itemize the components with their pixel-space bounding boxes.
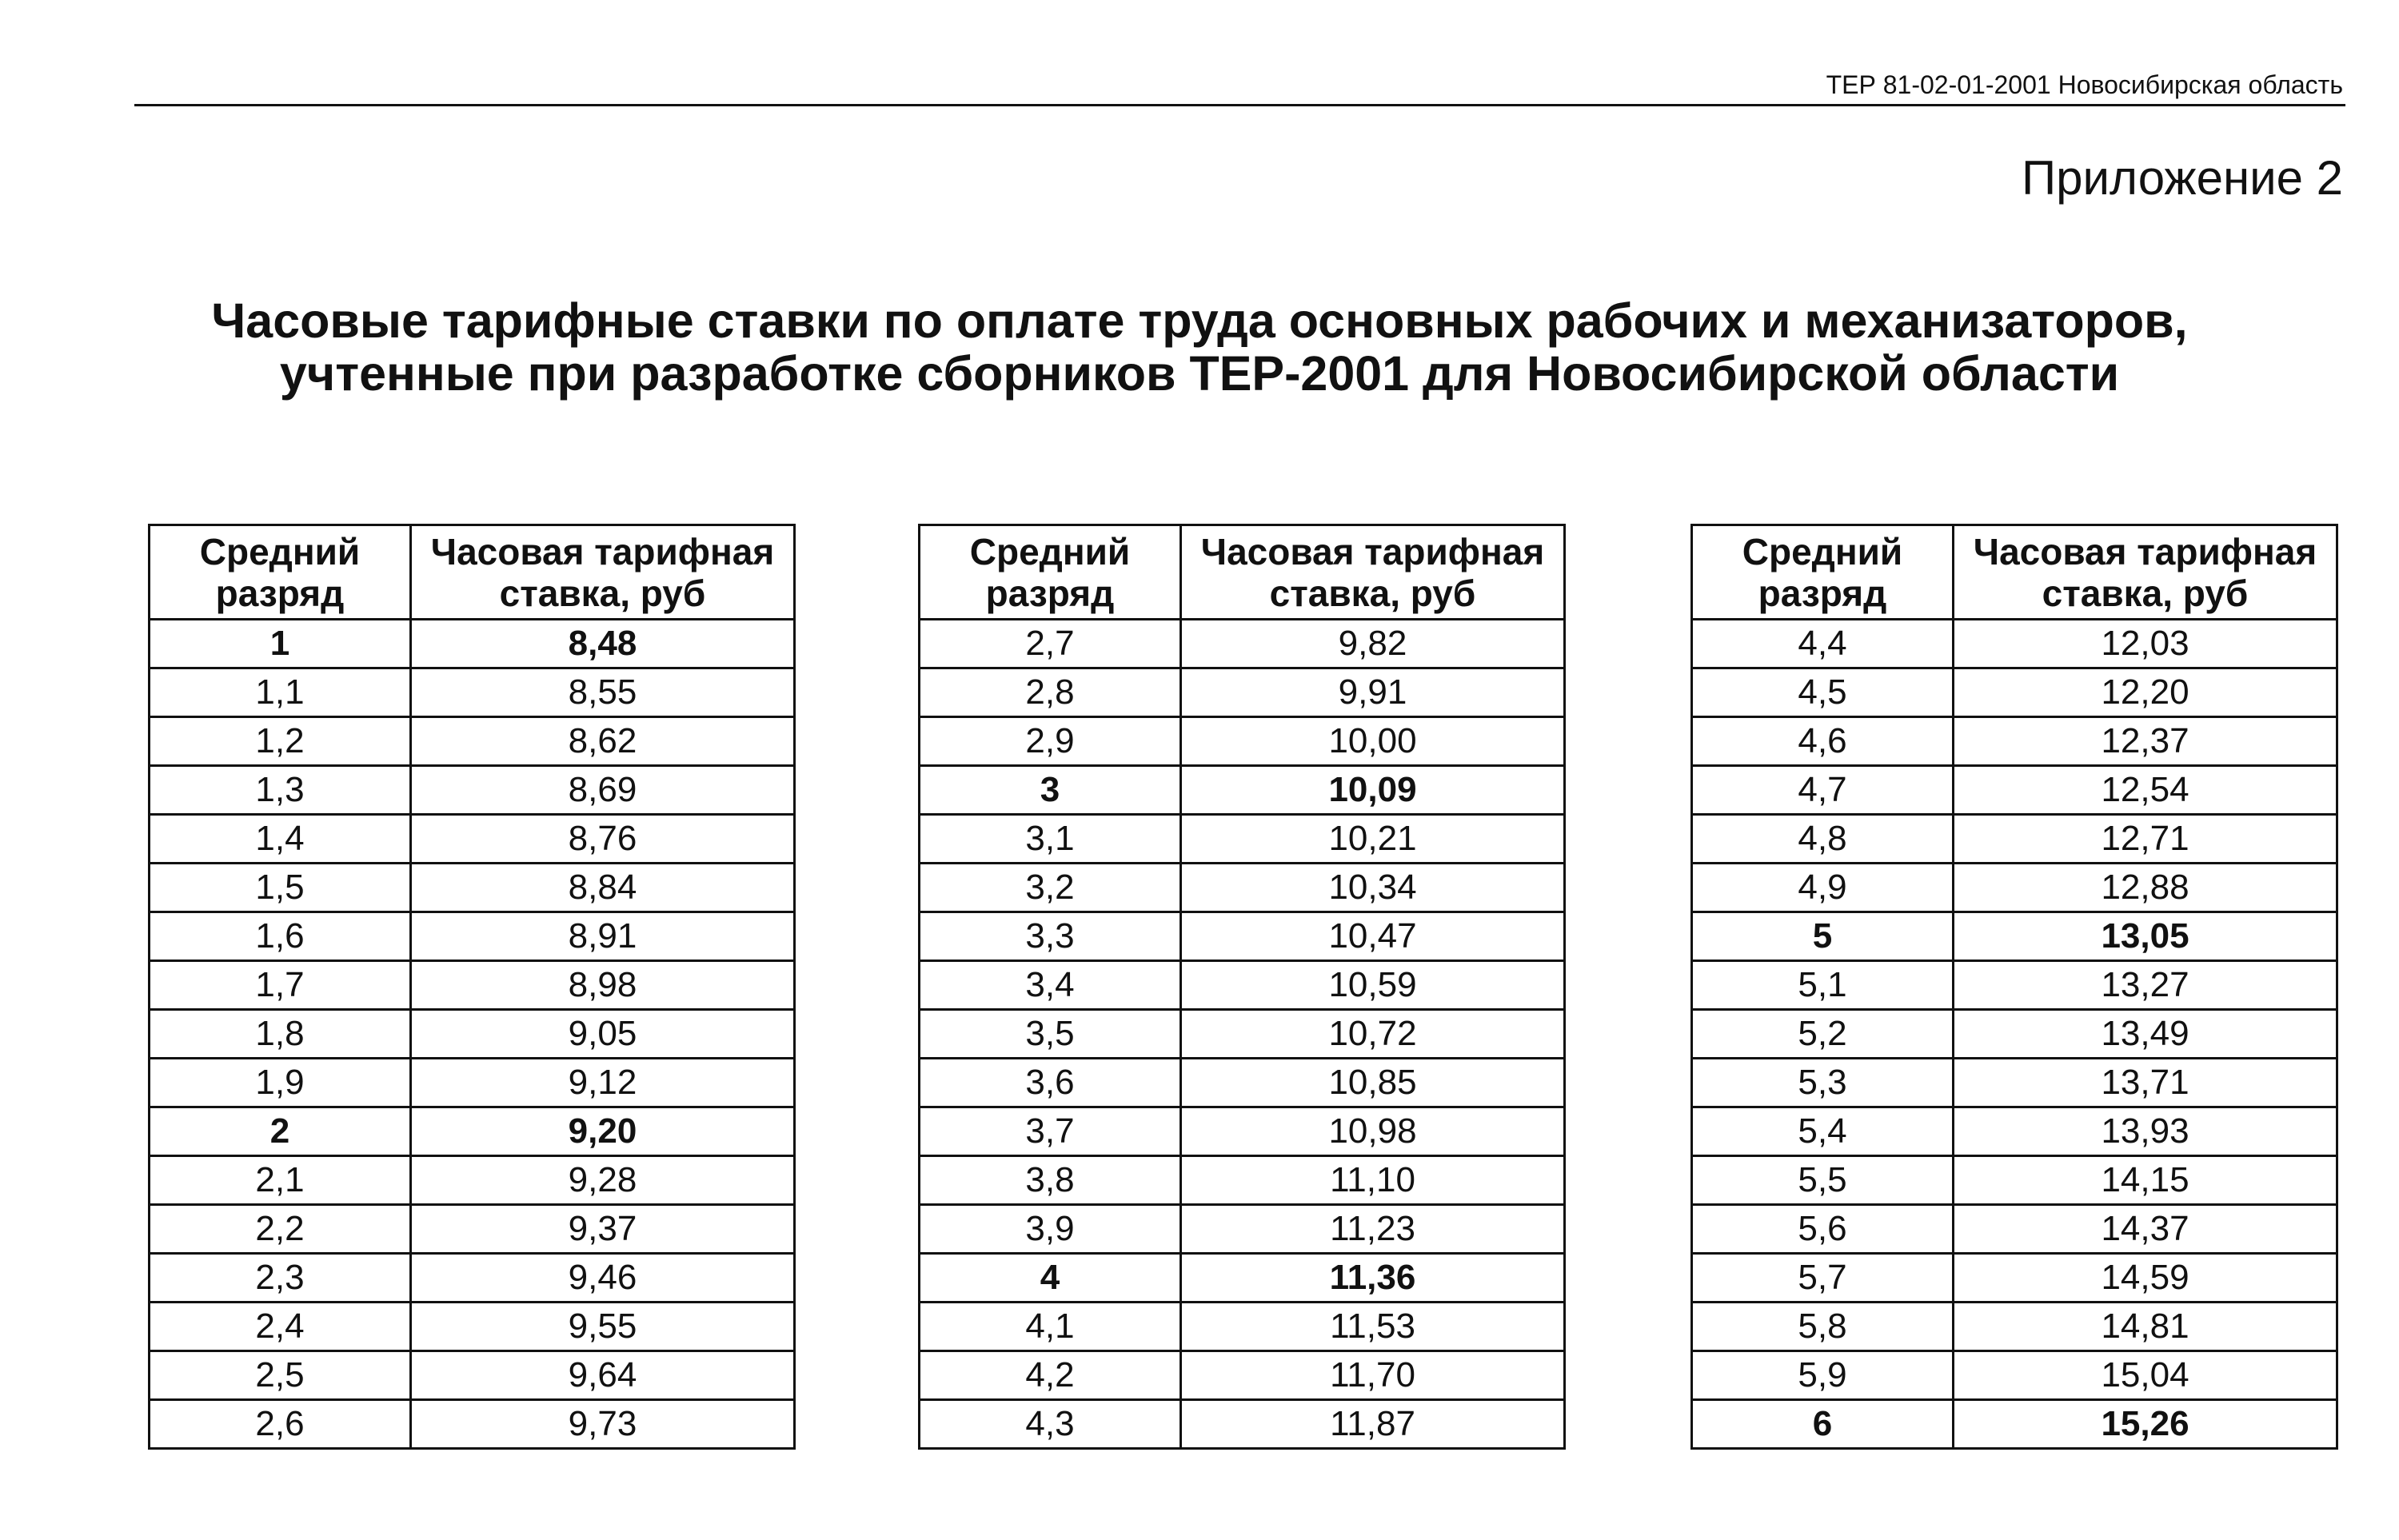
rate-cell: 12,71: [1954, 815, 2337, 864]
rate-cell: 9,12: [411, 1059, 795, 1107]
grade-cell: 4,2: [920, 1351, 1181, 1400]
table-header-row: [150, 525, 795, 620]
rate-cell: 11,70: [1181, 1351, 1565, 1400]
table-row: [150, 1156, 795, 1205]
table-row: [920, 864, 1565, 912]
rate-cell: 11,36: [1181, 1254, 1565, 1303]
table-row: [150, 912, 795, 961]
grade-cell: 5,9: [1692, 1351, 1954, 1400]
rate-cell: 9,37: [411, 1205, 795, 1254]
table-row: [920, 961, 1565, 1010]
table-row: [920, 1010, 1565, 1059]
grade-header-line2: разряд: [215, 572, 345, 614]
grade-cell: 2,1: [150, 1156, 411, 1205]
rate-cell: 9,64: [411, 1351, 795, 1400]
table-row: [920, 1254, 1565, 1303]
table-row: [920, 815, 1565, 864]
table-row: [150, 620, 795, 668]
rate-cell: 11,53: [1181, 1303, 1565, 1351]
rate-cell: 13,27: [1954, 961, 2337, 1010]
rate-cell: 10,85: [1181, 1059, 1565, 1107]
table-row: [920, 766, 1565, 815]
rate-header: [411, 525, 795, 620]
grade-cell: 3,9: [920, 1205, 1181, 1254]
table-row: [920, 620, 1565, 668]
rate-header: [1181, 525, 1565, 620]
header-rule: [134, 104, 2345, 106]
rate-cell: 14,15: [1954, 1156, 2337, 1205]
rate-header-line2: ставка, руб: [2042, 572, 2249, 614]
table-row: [920, 1303, 1565, 1351]
table-row: [1692, 1351, 2337, 1400]
table-row: [1692, 912, 2337, 961]
grade-cell: 4,5: [1692, 668, 1954, 717]
rate-cell: 9,73: [411, 1400, 795, 1449]
table-row: [150, 1254, 795, 1303]
table-row: [1692, 815, 2337, 864]
grade-cell: 5,5: [1692, 1156, 1954, 1205]
table-row: [920, 1400, 1565, 1449]
table-row: [150, 766, 795, 815]
table-row: [920, 1351, 1565, 1400]
rate-cell: 15,04: [1954, 1351, 2337, 1400]
table-row: [920, 668, 1565, 717]
table-row: [1692, 961, 2337, 1010]
grade-cell: 3,5: [920, 1010, 1181, 1059]
rate-cell: 10,21: [1181, 815, 1565, 864]
grade-header: [150, 525, 411, 620]
table-row: [1692, 1400, 2337, 1449]
rate-cell: 9,55: [411, 1303, 795, 1351]
grade-cell: 3: [920, 766, 1181, 815]
rate-cell: 13,93: [1954, 1107, 2337, 1156]
table-row: [920, 1059, 1565, 1107]
table-row: [1692, 1254, 2337, 1303]
rate-cell: 10,72: [1181, 1010, 1565, 1059]
grade-cell: 1: [150, 620, 411, 668]
grade-cell: 3,6: [920, 1059, 1181, 1107]
rate-table-2: [918, 524, 1566, 1450]
table-row: [1692, 1010, 2337, 1059]
grade-cell: 4,8: [1692, 815, 1954, 864]
grade-cell: 1,6: [150, 912, 411, 961]
grade-cell: 2,4: [150, 1303, 411, 1351]
grade-header-line1: Средний: [199, 530, 361, 573]
rate-cell: 9,91: [1181, 668, 1565, 717]
page-title-line-2: учтенные при разработке сборников ТЕР-2001 для Новосибирской области: [279, 346, 2120, 401]
grade-cell: 3,4: [920, 961, 1181, 1010]
rate-table-1: [148, 524, 796, 1450]
rate-cell: 14,59: [1954, 1254, 2337, 1303]
grade-cell: 3,7: [920, 1107, 1181, 1156]
table-row: [1692, 668, 2337, 717]
rate-header-line2: ставка, руб: [1269, 572, 1476, 614]
table-row: [920, 1156, 1565, 1205]
table-row: [920, 1205, 1565, 1254]
rate-cell: 12,20: [1954, 668, 2337, 717]
rate-cell: 14,81: [1954, 1303, 2337, 1351]
grade-cell: 2,5: [150, 1351, 411, 1400]
rate-cell: 10,34: [1181, 864, 1565, 912]
rate-cell: 11,23: [1181, 1205, 1565, 1254]
grade-cell: 1,2: [150, 717, 411, 766]
table-row: [1692, 1156, 2337, 1205]
grade-cell: 4,6: [1692, 717, 1954, 766]
rate-header-line1: Часовая тарифная: [430, 530, 775, 573]
table-row: [1692, 864, 2337, 912]
rate-cell: 9,46: [411, 1254, 795, 1303]
grade-cell: 2,9: [920, 717, 1181, 766]
rate-cell: 9,20: [411, 1107, 795, 1156]
grade-cell: 4: [920, 1254, 1181, 1303]
rate-cell: 13,71: [1954, 1059, 2337, 1107]
rate-cell: 10,59: [1181, 961, 1565, 1010]
rate-cell: 14,37: [1954, 1205, 2337, 1254]
grade-header: [1692, 525, 1954, 620]
table-row: [150, 1010, 795, 1059]
table-row: [150, 815, 795, 864]
rate-cell: 10,98: [1181, 1107, 1565, 1156]
rate-cell: 15,26: [1954, 1400, 2337, 1449]
grade-cell: 6: [1692, 1400, 1954, 1449]
rate-cell: 10,00: [1181, 717, 1565, 766]
rate-cell: 9,82: [1181, 620, 1565, 668]
grade-cell: 1,3: [150, 766, 411, 815]
grade-cell: 2,3: [150, 1254, 411, 1303]
table-row: [150, 1351, 795, 1400]
table-row: [150, 1107, 795, 1156]
table-row: [920, 912, 1565, 961]
grade-cell: 4,1: [920, 1303, 1181, 1351]
grade-cell: 4,7: [1692, 766, 1954, 815]
grade-cell: 2,8: [920, 668, 1181, 717]
rate-cell: 10,09: [1181, 766, 1565, 815]
grade-cell: 1,4: [150, 815, 411, 864]
grade-cell: 5,2: [1692, 1010, 1954, 1059]
rate-cell: 9,05: [411, 1010, 795, 1059]
table-row: [1692, 1059, 2337, 1107]
rate-cell: 12,37: [1954, 717, 2337, 766]
rate-cell: 11,10: [1181, 1156, 1565, 1205]
rate-cell: 8,48: [411, 620, 795, 668]
rate-cell: 8,55: [411, 668, 795, 717]
grade-cell: 2,2: [150, 1205, 411, 1254]
grade-cell: 5,7: [1692, 1254, 1954, 1303]
rate-cell: 12,03: [1954, 620, 2337, 668]
grade-header-line2: разряд: [985, 572, 1115, 614]
grade-cell: 5: [1692, 912, 1954, 961]
rate-cell: 8,62: [411, 717, 795, 766]
grade-cell: 4,3: [920, 1400, 1181, 1449]
appendix-label: Приложение 2: [2022, 151, 2343, 205]
table-row: [150, 1400, 795, 1449]
grade-header: [920, 525, 1181, 620]
table-row: [150, 1059, 795, 1107]
page-title-line-1: Часовые тарифные ставки по оплате труда основных рабочих и механизаторов,: [211, 293, 2188, 348]
table-header-row: [1692, 525, 2337, 620]
grade-cell: 5,6: [1692, 1205, 1954, 1254]
grade-cell: 2,7: [920, 620, 1181, 668]
grade-cell: 3,3: [920, 912, 1181, 961]
rate-cell: 13,05: [1954, 912, 2337, 961]
grade-cell: 1,8: [150, 1010, 411, 1059]
rate-header-line2: ставка, руб: [499, 572, 706, 614]
grade-header-line1: Средний: [1742, 530, 1903, 573]
grade-cell: 4,9: [1692, 864, 1954, 912]
rate-cell: 8,84: [411, 864, 795, 912]
table-row: [150, 717, 795, 766]
grade-cell: 1,5: [150, 864, 411, 912]
grade-cell: 3,8: [920, 1156, 1181, 1205]
table-row: [150, 668, 795, 717]
grade-cell: 5,8: [1692, 1303, 1954, 1351]
rate-cell: 12,54: [1954, 766, 2337, 815]
grade-cell: 5,4: [1692, 1107, 1954, 1156]
grade-cell: 1,7: [150, 961, 411, 1010]
rate-cell: 11,87: [1181, 1400, 1565, 1449]
table-row: [920, 1107, 1565, 1156]
table-row: [1692, 620, 2337, 668]
rate-header: [1954, 525, 2337, 620]
table-row: [150, 961, 795, 1010]
table-header-row: [920, 525, 1565, 620]
rate-table-3: [1690, 524, 2338, 1450]
table-row: [150, 864, 795, 912]
grade-cell: 1,1: [150, 668, 411, 717]
grade-header-line1: Средний: [969, 530, 1131, 573]
grade-cell: 3,1: [920, 815, 1181, 864]
rate-cell: 9,28: [411, 1156, 795, 1205]
table-row: [920, 717, 1565, 766]
table-row: [150, 1205, 795, 1254]
table-row: [1692, 717, 2337, 766]
grade-header-line2: разряд: [1758, 572, 1887, 614]
rate-cell: 8,91: [411, 912, 795, 961]
table-row: [1692, 1205, 2337, 1254]
table-row: [150, 1303, 795, 1351]
grade-cell: 2,6: [150, 1400, 411, 1449]
grade-cell: 5,1: [1692, 961, 1954, 1010]
rate-cell: 13,49: [1954, 1010, 2337, 1059]
rate-cell: 10,47: [1181, 912, 1565, 961]
rate-cell: 8,76: [411, 815, 795, 864]
running-header: ТЕР 81-02-01-2001 Новосибирская область: [1826, 70, 2343, 99]
table-row: [1692, 1107, 2337, 1156]
grade-cell: 1,9: [150, 1059, 411, 1107]
table-row: [1692, 1303, 2337, 1351]
rate-header-line1: Часовая тарифная: [1973, 530, 2317, 573]
grade-cell: 2: [150, 1107, 411, 1156]
table-row: [1692, 766, 2337, 815]
rate-cell: 8,98: [411, 961, 795, 1010]
rate-cell: 8,69: [411, 766, 795, 815]
grade-cell: 3,2: [920, 864, 1181, 912]
grade-cell: 5,3: [1692, 1059, 1954, 1107]
grade-cell: 4,4: [1692, 620, 1954, 668]
rate-cell: 12,88: [1954, 864, 2337, 912]
rate-header-line1: Часовая тарифная: [1200, 530, 1545, 573]
